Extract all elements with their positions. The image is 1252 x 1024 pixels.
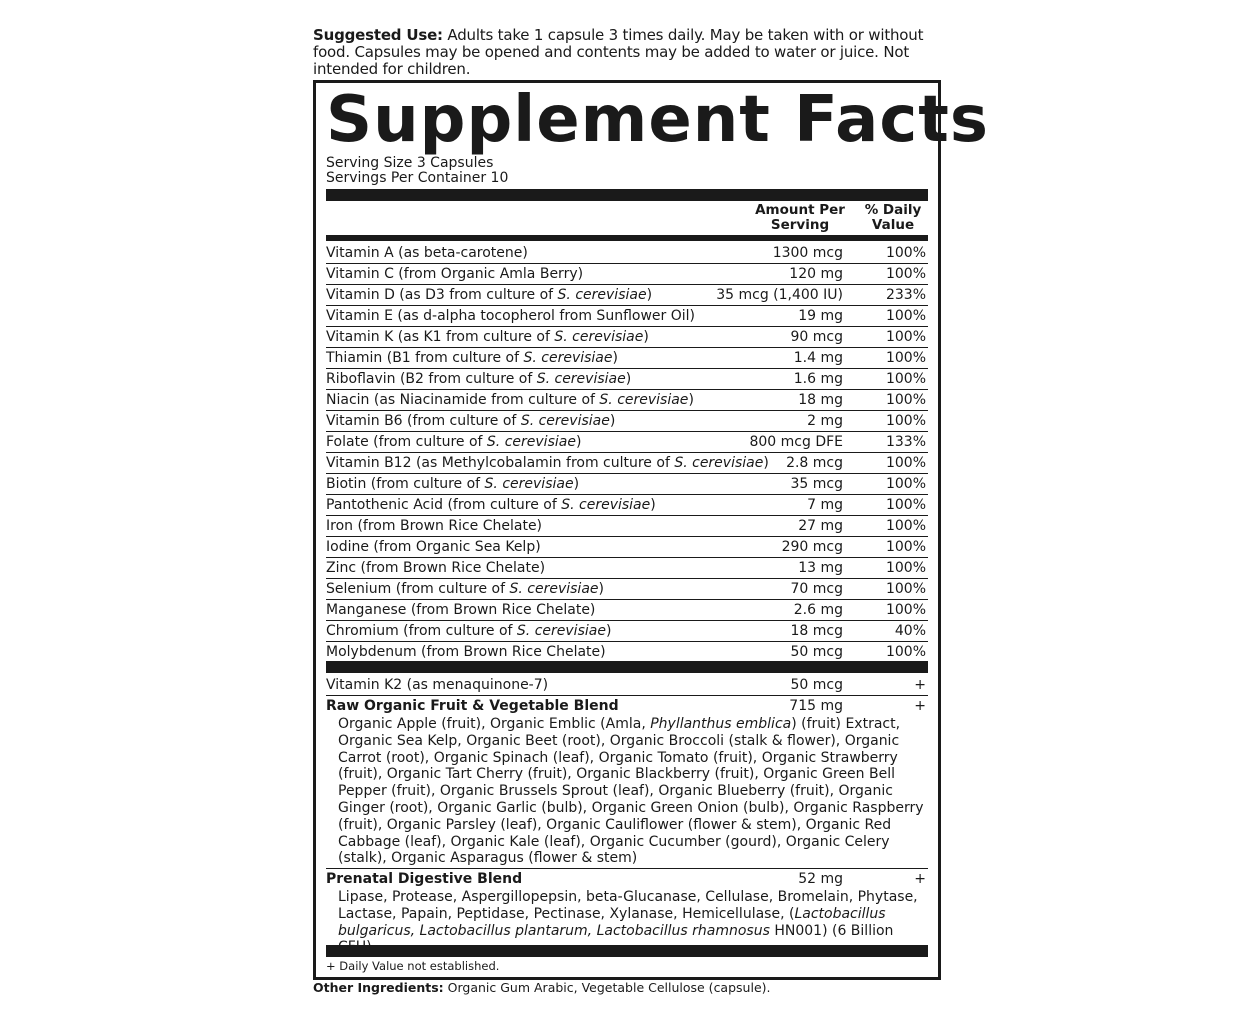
- nutrient-row-raw-blend: [326, 696, 928, 716]
- nutrient-row-vitamin-k2: [326, 675, 928, 696]
- nutrient-row: [326, 453, 928, 474]
- nutrient-row: [326, 516, 928, 537]
- nutrient-row: [326, 579, 928, 600]
- nutrient-row: [326, 243, 928, 264]
- nutrient-row: [326, 642, 928, 662]
- nutrient-name: Molybdenum (from Brown Rice Chelate): [326, 644, 606, 660]
- nutrient-daily-value: 233%: [885, 287, 926, 303]
- nutrient-daily-value: 100%: [885, 245, 926, 261]
- nutrient-amount: 2.6 mg: [793, 602, 843, 618]
- nutrient-daily-value: +: [914, 677, 926, 693]
- other-ingredients: [313, 980, 770, 995]
- nutrient-name: Biotin (from culture of S. cerevisiae): [326, 476, 580, 492]
- footnote: + Daily Value not established.: [326, 959, 500, 973]
- raw-blend-ingredients-part1: Organic Apple (fruit), Organic Emblic (Amla,: [338, 716, 651, 732]
- nutrient-amount: 19 mg: [798, 308, 843, 324]
- nutrient-amount: 1.4 mg: [793, 350, 843, 366]
- nutrient-amount: 27 mg: [798, 518, 843, 534]
- nutrient-amount: 2.8 mcg: [786, 455, 843, 471]
- blend-name: Prenatal Digestive Blend: [326, 871, 523, 887]
- nutrient-daily-value: 133%: [885, 434, 926, 450]
- nutrient-row-digestive-blend: [326, 869, 928, 889]
- nutrient-name: Vitamin K2 (as menaquinone-7): [326, 677, 549, 693]
- nutrient-row: [326, 348, 928, 369]
- nutrient-row: [326, 558, 928, 579]
- nutrient-row: [326, 600, 928, 621]
- nutrient-name: Vitamin B6 (from culture of S. cerevisiae): [326, 413, 616, 429]
- blend-amount: 52 mg: [798, 871, 843, 887]
- raw-blend-ingredients: [326, 716, 928, 869]
- digestive-blend-ingredients: [326, 889, 928, 943]
- suggested-use: [313, 27, 953, 78]
- nutrient-name: Iron (from Brown Rice Chelate): [326, 518, 543, 534]
- nutrient-row: [326, 369, 928, 390]
- nutrient-amount: 7 mg: [807, 497, 843, 513]
- nutrient-daily-value: 100%: [885, 644, 926, 660]
- blend-amount: 715 mg: [789, 698, 843, 714]
- nutrient-name: Selenium (from culture of S. cerevisiae): [326, 581, 604, 597]
- raw-blend-ingredients-italic: Phyllanthus emblica: [650, 716, 792, 732]
- nutrient-daily-value: 100%: [885, 560, 926, 576]
- header-daily-value: % Daily Value: [864, 202, 922, 233]
- panel-title: Supplement Facts: [326, 83, 989, 157]
- nutrient-daily-value: 100%: [885, 308, 926, 324]
- thick-divider-2: [326, 661, 928, 673]
- nutrient-row: [326, 621, 928, 642]
- thick-divider: [326, 189, 928, 201]
- nutrient-daily-value: 100%: [885, 455, 926, 471]
- supplement-facts-panel: [313, 80, 989, 980]
- nutrient-daily-value: 100%: [885, 266, 926, 282]
- nutrient-amount: 18 mg: [798, 392, 843, 408]
- nutrient-row: [326, 495, 928, 516]
- nutrient-row: [326, 285, 928, 306]
- nutrient-amount: 120 mg: [789, 266, 843, 282]
- nutrient-amount: 2 mg: [807, 413, 843, 429]
- suggested-use-text: Adults take 1 capsule 3 times daily. May be taken with or without food. Capsules may be opened and contents may be added to water or juice. Not intended for children.: [313, 26, 924, 78]
- nutrient-daily-value: 100%: [885, 350, 926, 366]
- nutrient-name: Pantothenic Acid (from culture of S. cerevisiae): [326, 497, 656, 513]
- nutrient-amount: 13 mg: [798, 560, 843, 576]
- other-nutrients: [326, 675, 928, 943]
- nutrient-daily-value: 100%: [885, 329, 926, 345]
- nutrient-amount: 800 mcg DFE: [749, 434, 843, 450]
- nutrient-name: Vitamin D (as D3 from culture of S. cerevisiae): [326, 287, 653, 303]
- nutrient-name: Vitamin B12 (as Methylcobalamin from culture of S. cerevisiae): [326, 455, 769, 471]
- nutrient-row: [326, 432, 928, 453]
- nutrient-name: Iodine (from Organic Sea Kelp): [326, 539, 541, 555]
- nutrient-name: Riboflavin (B2 from culture of S. cerevisiae): [326, 371, 632, 387]
- serving-size: Serving Size 3 Capsules: [326, 155, 494, 171]
- nutrient-amount: 290 mcg: [781, 539, 843, 555]
- nutrient-amount: 18 mcg: [790, 623, 843, 639]
- nutrient-amount: 35 mcg: [790, 476, 843, 492]
- blend-daily-value: +: [914, 698, 926, 714]
- nutrient-row: [326, 327, 928, 348]
- nutrient-name: Zinc (from Brown Rice Chelate): [326, 560, 546, 576]
- nutrient-daily-value: 100%: [885, 476, 926, 492]
- nutrient-daily-value: 100%: [885, 392, 926, 408]
- nutrient-name: Vitamin C (from Organic Amla Berry): [326, 266, 584, 282]
- nutrient-name: Folate (from culture of S. cerevisiae): [326, 434, 582, 450]
- nutrient-daily-value: 100%: [885, 602, 926, 618]
- nutrient-daily-value: 100%: [885, 371, 926, 387]
- nutrient-amount: 50 mcg: [790, 677, 843, 693]
- nutrient-name: Vitamin A (as beta-carotene): [326, 245, 528, 261]
- nutrient-daily-value: 100%: [885, 518, 926, 534]
- nutrient-amount: 90 mcg: [790, 329, 843, 345]
- digestive-ingredients-part2: HN001) (6 Billion: [774, 922, 894, 939]
- other-ingredients-label: Other Ingredients:: [313, 980, 444, 995]
- nutrient-name: Vitamin E (as d-alpha tocopherol from Sunflower Oil): [326, 308, 695, 324]
- nutrient-daily-value: 100%: [885, 413, 926, 429]
- nutrient-row: [326, 390, 928, 411]
- nutrient-amount: 70 mcg: [790, 581, 843, 597]
- digestive-ingredients-part1: Lipase, Protease, Aspergillopepsin, beta-Glucanase, Cellulase, Bromelain, Phytase, Lactase, Papain, Peptidase, Pectinase, Xylanase, Hemicellulase, (: [338, 889, 918, 922]
- servings-per-container: Servings Per Container 10: [326, 170, 509, 186]
- nutrient-amount: 50 mcg: [790, 644, 843, 660]
- nutrient-row: [326, 306, 928, 327]
- nutrient-row: [326, 474, 928, 495]
- nutrient-amount: 35 mcg (1,400 IU): [716, 287, 843, 303]
- blend-name: Raw Organic Fruit & Vegetable Blend: [326, 698, 619, 714]
- nutrient-daily-value: 100%: [885, 497, 926, 513]
- nutrient-row: [326, 537, 928, 558]
- suggested-use-label: Suggested Use:: [313, 26, 443, 44]
- header-divider: [326, 235, 928, 241]
- nutrient-amount: 1300 mcg: [772, 245, 843, 261]
- nutrient-amount: 1.6 mg: [793, 371, 843, 387]
- nutrient-row: [326, 264, 928, 285]
- nutrient-name: Vitamin K (as K1 from culture of S. cerevisiae): [326, 329, 649, 345]
- nutrient-name: Thiamin (B1 from culture of S. cerevisiae): [326, 350, 618, 366]
- raw-blend-ingredients-part2: ) (fruit) Extract, Organic Sea Kelp, Organic Beet (root), Organic Broccoli (stalk & flower), Organic Carrot (root), Organic Spinach (leaf), Organic Tomato (fruit), Organic Strawberry (fruit), Organic Tart Cherry (fruit), Organic Blackberry (fruit), Organic Green Bell Pepper (fruit), Organic Brussels Sprout (leaf), Organic Blueberry (fruit), Organic Ginger (root), Organic Garlic (bulb), Organic Green Onion (bulb), Organic Raspberry (fruit), Organic Parsley (leaf), Organic Cauliflower (flower & stem), Organic Red Cabbage (leaf), Organic Kale (leaf), Organic Cucumber (gourd), Organic Celery (stalk), Organic Asparagus (flower & stem): [338, 716, 924, 867]
- other-ingredients-text: Organic Gum Arabic, Vegetable Cellulose (capsule).: [443, 980, 771, 995]
- nutrient-daily-value: 40%: [894, 623, 926, 639]
- nutrient-daily-value: 100%: [885, 581, 926, 597]
- thick-divider-3: [326, 945, 928, 957]
- nutrient-name: Chromium (from culture of S. cerevisiae): [326, 623, 612, 639]
- nutrient-table: [326, 243, 928, 662]
- nutrient-name: Niacin (as Niacinamide from culture of S. cerevisiae): [326, 392, 694, 408]
- nutrient-row: [326, 411, 928, 432]
- nutrient-name: Manganese (from Brown Rice Chelate): [326, 602, 596, 618]
- digestive-ingredients-italic: Lactobacillus bulgaricus, Lactobacillus plantarum, Lactobacillus rhamnosus: [338, 905, 886, 939]
- header-amount: Amount Per Serving: [755, 202, 845, 233]
- nutrient-daily-value: 100%: [885, 539, 926, 555]
- blend-daily-value: +: [914, 871, 926, 887]
- serving-info: [326, 156, 508, 186]
